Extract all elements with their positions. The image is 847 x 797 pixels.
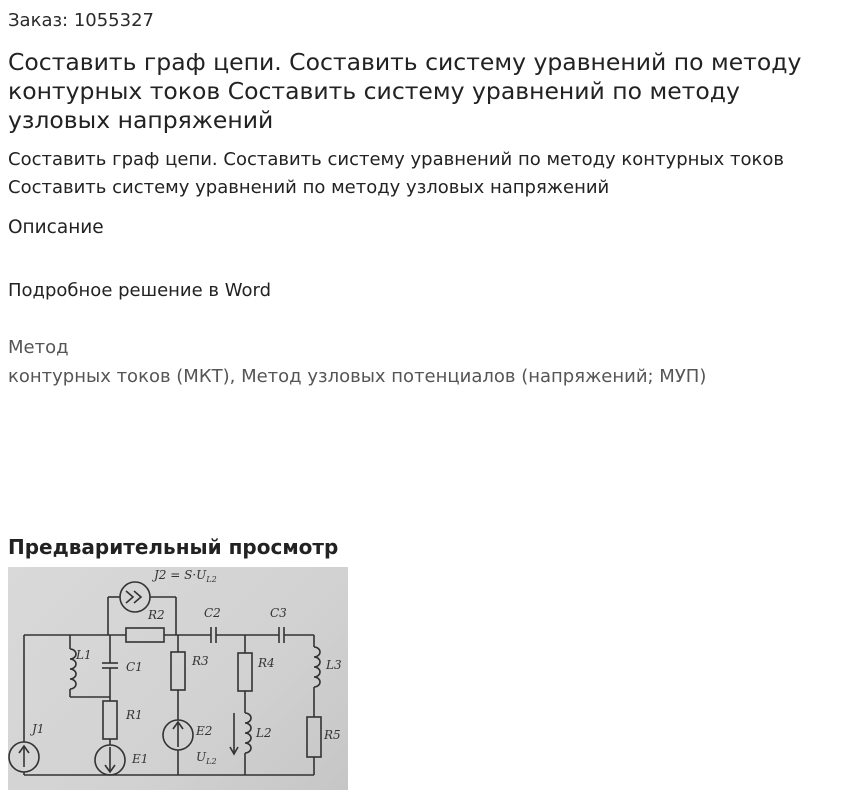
label-l2: L2 [256,726,272,740]
label-r1: R1 [126,708,143,722]
resistor-r4 [238,653,252,691]
method-value: контурных токов (МКТ), Метод узловых потенциалов (напряжений; МУП) [8,366,707,387]
circuit-diagram [8,567,348,790]
order-number: Заказ: 1055327 [8,10,154,31]
summary-line: Составить граф цепи. Составить систему уравнений по методу контурных токов [8,149,784,170]
label-r5: R5 [324,728,341,742]
label-j1: J1 [32,722,45,736]
method-label: Метод [8,337,69,358]
resistor-r5 [307,717,321,757]
label-c2: C2 [204,606,221,620]
preview-heading: Предварительный просмотр [8,535,339,559]
label-ul2: $U_{L2}$ [196,750,217,766]
label-j2: $J2 = S\cdot U_{L2}$ [154,568,217,584]
label-l3: L3 [326,658,342,672]
task-summary [8,146,843,202]
inductor-l2 [245,713,251,753]
label-r2: R2 [148,608,165,622]
description-heading: Описание [8,217,104,238]
resistor-r2 [126,628,164,642]
label-r4: R4 [258,656,275,670]
label-e2: E2 [196,724,213,738]
description-text: Подробное решение в Word [8,280,272,301]
preview-image[interactable] [8,567,348,790]
summary-line: Составить систему уравнений по методу узловых напряжений [8,177,610,198]
source-arrow [126,591,133,603]
inductor-l3 [314,647,320,687]
resistor-r3 [171,652,185,690]
source-arrow [134,591,141,603]
label-e1: E1 [132,752,149,766]
resistor-r1 [103,701,117,739]
label-l1: L1 [76,648,92,662]
label-c1: C1 [126,660,143,674]
label-c3: C3 [270,606,287,620]
page-title: Составить граф цепи. Составить систему уравнений по методу контурных токов Составить систему уравнений по методу узловых напряжений [8,48,802,134]
current-source-j2 [120,582,150,612]
label-r3: R3 [192,654,209,668]
